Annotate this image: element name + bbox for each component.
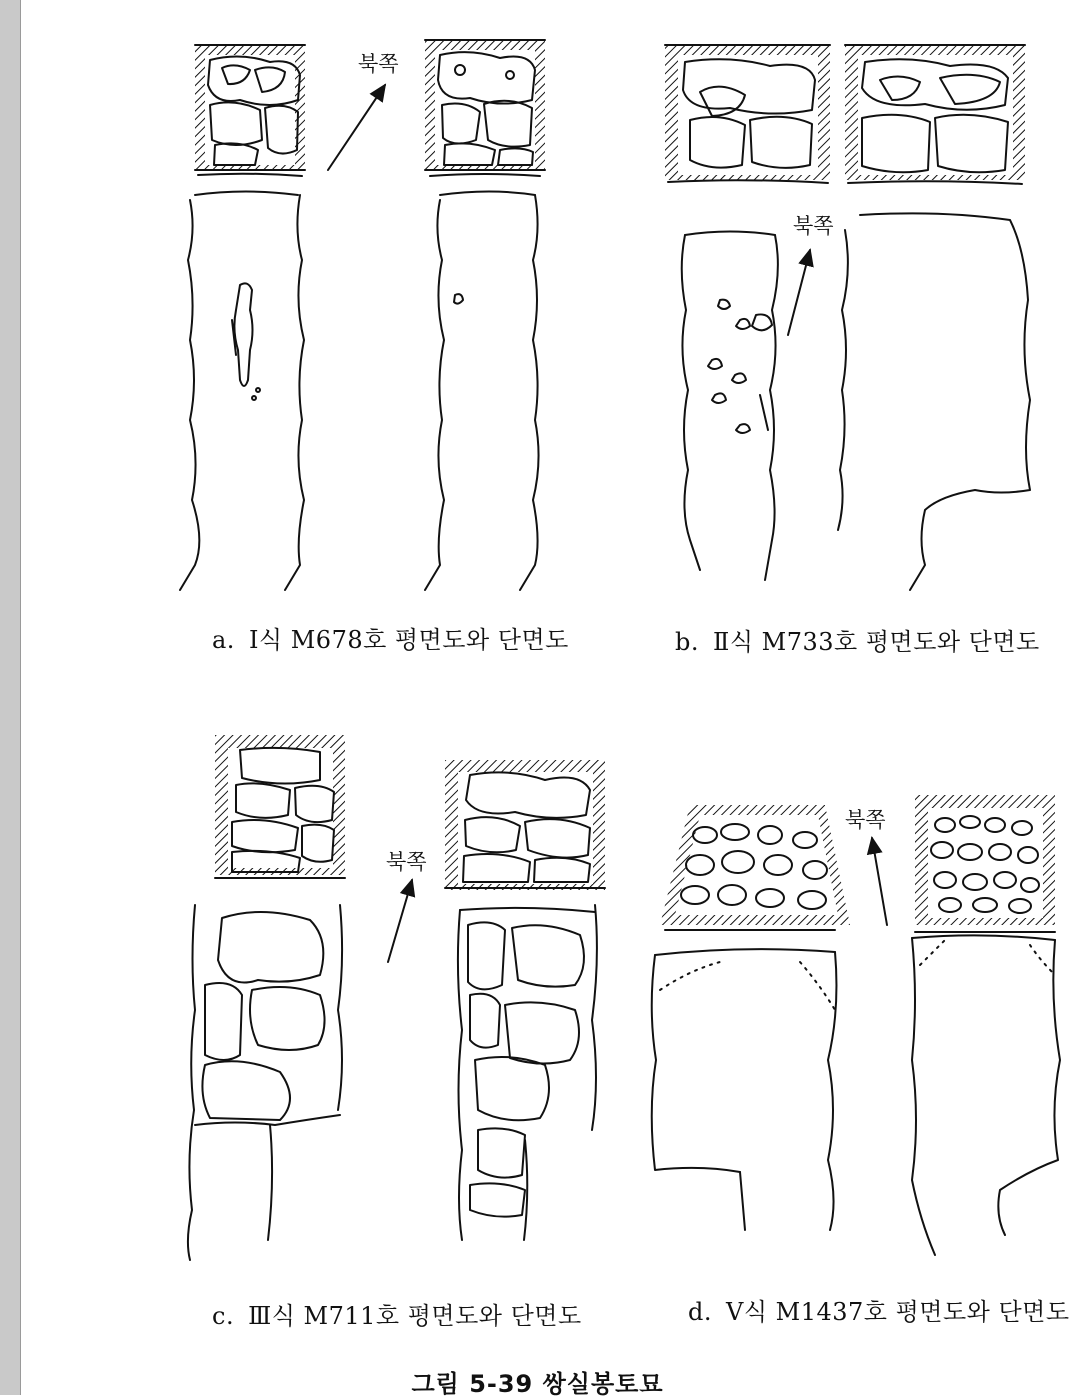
panel-a-north-label: 북쪽	[358, 52, 399, 76]
panel-d-caption-text: Ⅴ식 M1437호 평면도와 단면도	[726, 1298, 1070, 1326]
panel-a-section-right	[425, 40, 545, 176]
panel-d-plan-left	[652, 949, 837, 1230]
panel-a-section-left	[195, 45, 305, 176]
panel-b-section-right	[845, 45, 1025, 184]
panel-d-caption	[688, 1292, 1070, 1327]
panel-d-section-left	[660, 805, 850, 930]
figure-title: 그림 5-39 쌍실봉토묘	[411, 1370, 664, 1398]
panel-d-north-label: 북쪽	[845, 808, 886, 832]
panel-a-caption	[212, 620, 569, 655]
panel-c-section-left	[215, 735, 345, 878]
panel-b-section-left	[665, 45, 830, 183]
panel-a-plan-right	[425, 192, 539, 591]
panel-d-letter: d.	[688, 1298, 712, 1326]
panel-c-caption-text: Ⅲ식 M711호 평면도와 단면도	[248, 1302, 582, 1330]
panel-b-letter: b.	[675, 628, 699, 656]
panel-b-drawing	[665, 45, 1030, 590]
panel-b-caption-text: Ⅱ식 M733호 평면도와 단면도	[713, 628, 1040, 656]
panel-a-drawing	[180, 40, 545, 590]
panel-d-drawing	[652, 795, 1060, 1255]
panel-c-caption	[212, 1296, 582, 1331]
panel-b-plan-left	[682, 232, 778, 581]
panel-b-plan-right	[838, 213, 1030, 590]
panel-b-north-label: 북쪽	[793, 214, 834, 238]
panel-c-drawing	[188, 735, 605, 1260]
panel-a-letter: a.	[212, 626, 235, 654]
panel-c-letter: c.	[212, 1302, 235, 1330]
panel-c-plan-right	[458, 905, 597, 1240]
panel-a-plan-left	[180, 192, 304, 591]
panel-c-north-label: 북쪽	[386, 850, 427, 874]
panel-c-section-right	[445, 760, 605, 890]
panel-a-caption-text: Ⅰ식 M678호 평면도와 단면도	[248, 626, 569, 654]
panel-c-plan-left	[188, 905, 342, 1260]
panel-d-plan-right	[912, 935, 1060, 1255]
panel-b-caption	[675, 622, 1040, 657]
panel-d-section-right	[915, 795, 1055, 932]
